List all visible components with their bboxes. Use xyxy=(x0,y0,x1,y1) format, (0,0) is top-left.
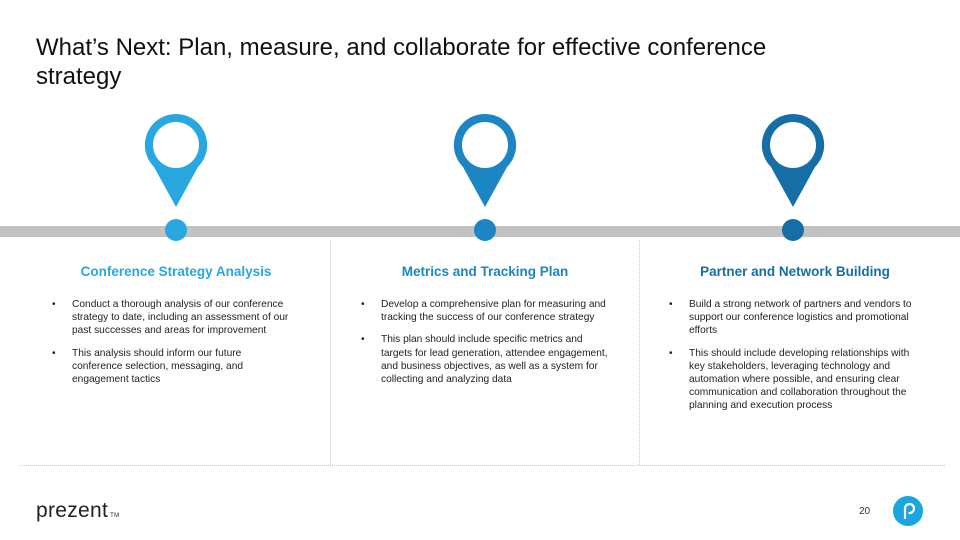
column-heading: Conference Strategy Analysis xyxy=(80,264,272,279)
bullet-text: This should include developing relationships with key stakeholders, leveraging technology and automation where possible, and ensuring clear communication and collaboration throughout the planning and execution process xyxy=(689,347,910,412)
logo-trademark: TM xyxy=(110,513,120,519)
page-number: 20 xyxy=(859,506,871,517)
slide-title: What’s Next: Plan, measure, and collaborate for effective conference strategy xyxy=(36,34,767,90)
location-pin-icon xyxy=(141,112,211,246)
bullet-dot: • xyxy=(52,299,56,310)
location-pin-icon xyxy=(450,112,520,246)
bullet-item xyxy=(669,347,921,413)
bullet-item xyxy=(669,298,921,338)
bullet-text: Develop a comprehensive plan for measuring and tracking the success of our conference strategy xyxy=(381,299,606,324)
location-pin-icon xyxy=(758,112,828,246)
bullet-text: Conduct a thorough analysis of our conference strategy to date, including an assessment of our past successes and areas for improvement xyxy=(72,299,289,337)
bullet-item xyxy=(52,347,292,387)
bullet-dot: • xyxy=(669,299,673,310)
bullet-list xyxy=(52,298,292,395)
bullet-list xyxy=(361,298,611,395)
bullet-text: This analysis should inform our future conference selection, messaging, and engagement tactics xyxy=(72,347,244,386)
prezent-logo xyxy=(36,499,119,523)
column-heading: Partner and Network Building xyxy=(700,264,890,279)
bullet-text: This plan should include specific metrics and targets for lead generation, attendee engagement, and business objectives, as well as a system for collecting and analyzing data xyxy=(381,334,608,386)
bullet-item xyxy=(361,333,611,386)
brand-badge-icon xyxy=(893,496,923,526)
column-partner-network xyxy=(640,240,950,465)
bullet-item xyxy=(361,298,611,324)
logo-text: prezent xyxy=(36,499,109,522)
bullet-dot: • xyxy=(361,299,365,310)
column-heading: Metrics and Tracking Plan xyxy=(401,264,569,279)
bullet-list xyxy=(669,298,921,422)
column-conference-strategy xyxy=(22,240,330,465)
bullet-dot: • xyxy=(669,347,673,359)
bullet-dot: • xyxy=(361,334,365,346)
bullet-item xyxy=(52,298,292,338)
column-metrics-tracking xyxy=(331,240,639,465)
bullet-text: Build a strong network of partners and vendors to support our conference logistics and promotional efforts xyxy=(689,299,912,337)
bullet-dot: • xyxy=(52,347,56,359)
content-bottom-divider xyxy=(20,465,945,466)
